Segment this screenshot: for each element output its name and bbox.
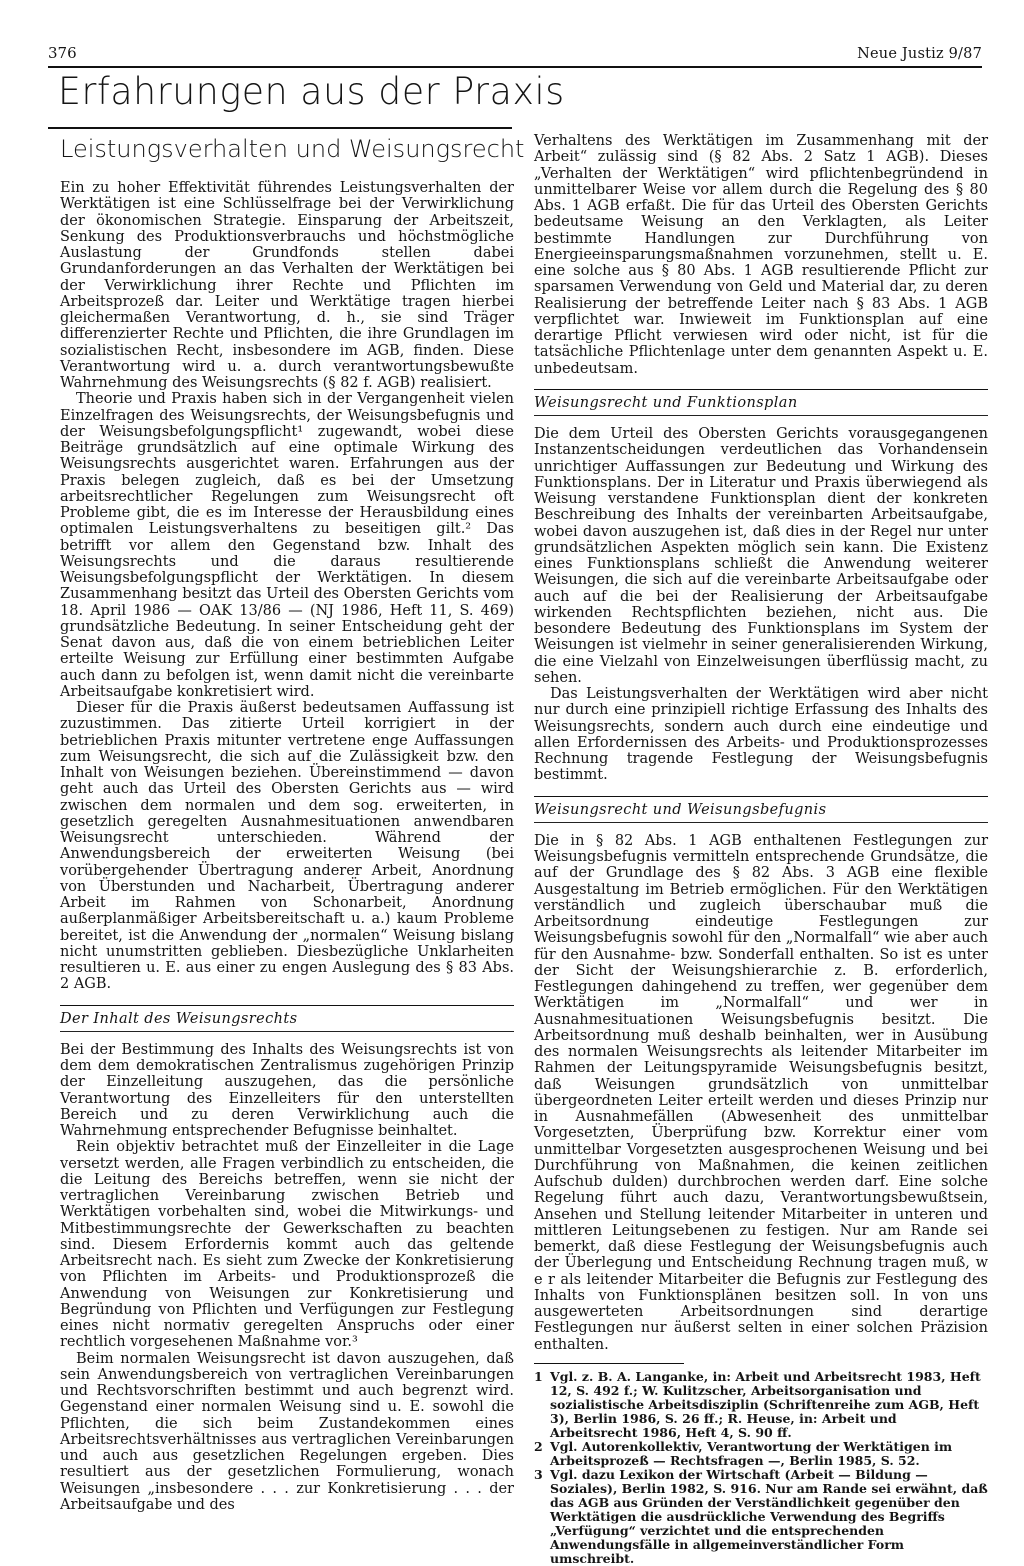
paragraph: Beim normalen Weisungsrecht ist davon auszugehen, daß sein Anwendungsbereich von vertraglichen Vereinbarungen und Rechtsvorschriften bestimmt und auch begrenzt wird. Gegenstand einer normalen Weisung sind u. E. sowohl die Pflichten, die sich beim Zustandekommen eines Arbeitsrechtsverhältnisses aus vertraglichen Vereinbarungen und auch aus gesetzlichen Regelungen ergeben. Dies resultiert aus der gesetzlichen Formulierung, wonach Weisungen „insbesondere . . . zur Konkretisierung . . . der Arbeitsaufgabe und des: [60, 1350, 514, 1513]
footnote-number: 1: [534, 1368, 543, 1384]
footnotes: [534, 1370, 988, 1566]
paragraph: Ein zu hoher Effektivität führendes Leistungsverhalten der Werktätigen ist eine Schlüsselfrage bei der Verwirklichung der ökonomischen Strategie. Einsparung der Arbeitszeit, Senkung des Produktionsverbrauchs und höchstmögliche Auslastung der Grundfonds stellen dabei Grundanforderungen an das Verhalten der Werktätigen bei der Verwirklichung ihrer Rechte und Pflichten im Arbeitsprozeß dar. Leiter und Werktätige tragen hierbei gleichermaßen Verantwortung, d. h., sie sind Träger differenzierter Rechte und Pflichten, die ihre Grundlagen im sozialistischen Recht, insbesondere im AGB, finden. Diese Verantwortung wird u. a. durch verantwortungsbewußte Wahrnehmung des Weisungsrechts (§ 82 f. AGB) realisiert.: [60, 180, 514, 391]
article-title: Leistungsverhalten und Weisungsrecht: [60, 135, 525, 163]
paragraph: Die dem Urteil des Obersten Gerichts vorausgegangenen Instanzentscheidungen verdeutlichen das Vorhandensein unrichtiger Auffassungen zur Bedeutung und Wirkung des Funktionsplans. Der in Literatur und Praxis überwiegend als Weisung verstandene Funktionsplan dient der konkreten Beschreibung des Inhalts der vereinbarten Arbeitsaufgabe, wobei davon auszugehen ist, daß dies in der Regel nur unter grundsätzlichen Aspekten möglich sein kann. Die Existenz eines Funktionsplans schließt die Anwendung weiterer Weisungen, die sich auf die vereinbarte Arbeitsaufgabe oder auch auf die bei der Realisierung der Arbeitsaufgabe wirkenden Rechtspflichten beziehen, nicht aus. Die besondere Bedeutung des Funktionsplans im System der Weisungen ist vielmehr in seiner generalisierenden Wirkung, die eine Vielzahl von Einzelweisungen überflüssig macht, zu sehen.: [534, 426, 988, 686]
subheading: Der Inhalt des Weisungsrechts: [60, 1005, 514, 1032]
subheading: Weisungsrecht und Weisungsbefugnis: [534, 796, 988, 823]
journal-title: Neue Justiz 9/87: [857, 46, 982, 62]
section-title: Erfahrungen aus der Praxis: [58, 70, 565, 113]
paragraph: Bei der Bestimmung des Inhalts des Weisungsrechts ist von dem dem demokratischen Zentralismus zugehörigen Prinzip der Einzelleitung auszugehen, das die persönliche Verantwortung des Einzelleiters für den unterstellten Bereich und zu deren Verwirklichung auch die Wahrnehmung entsprechender Befugnisse beinhaltet.: [60, 1041, 514, 1139]
header-rule: [48, 66, 982, 68]
left-column: [60, 180, 514, 1513]
paragraph: Die in § 82 Abs. 1 AGB enthaltenen Festlegungen zur Weisungsbefugnis vermitteln entsprechende Grundsätze, die auf der Grundlage des § 82 Abs. 3 AGB eine flexible Ausgestaltung im Betrieb ermöglichen. Für den Werktätigen verständlich und zugleich überschaubar muß die Arbeitsordnung eindeutige Festlegungen zur Weisungsbefugnis sowohl für den „Normalfall“ wie aber auch für den Ausnahme- bzw. Sonderfall enthalten. So ist es unter der Sicht der Weisungshierarchie z. B. erforderlich, Festlegungen dahingehend zu treffen, wer gegenüber dem Werktätigen im „Normalfall“ und wer in Ausnahmesituationen Weisungsbefugnis besitzt. Die Arbeitsordnung muß deshalb beinhalten, wer in Ausübung des normalen Weisungsrechts als leitender Mitarbeiter im Rahmen der Leitungspyramide Weisungsbefugnis besitzt, daß Weisungen grundsätzlich von unmittelbar übergeordneten Leiter erteilt werden und dieses Prinzip nur in Ausnahmefällen (Abwesenheit des unmittelbar Vorgesetzten, Überprüfung bzw. Korrektur einer vom unmittelbar Vorgesetzten ausgesprochenen Weisung und bei Durchführung von Maßnahmen, die keinen zeitlichen Aufschub dulden) durchbrochen werden darf. Eine solche Regelung führt auch dazu, Verantwortungsbewußtsein, Ansehen und Stellung leitender Mitarbeiter in unteren und mittleren Leitungsebenen zu festigen. Nur am Rande sei bemerkt, daß diese Festlegung der Weisungsbefugnis auch der Überlegung und Entscheidung Rechnung tragen muß, w e r als leitender Mitarbeiter die Befugnis zur Festlegung des Inhalts von Funktionsplänen besitzen soll. In von uns ausgewerteten Arbeitsordnungen sind derartige Festlegungen nur äußerst selten in einer solchen Präzision enthalten.: [534, 832, 988, 1353]
paragraph: Das Leistungsverhalten der Werktätigen wird aber nicht nur durch eine prinzipiell richtige Erfassung des Inhalts des Weisungsrechts, sondern auch durch eine eindeutige und allen Erfordernissen des Arbeits- und Produktionsprozesses Rechnung tragende Festlegung der Weisungsbefugnis bestimmt.: [534, 686, 988, 784]
footnote-number: 2: [534, 1438, 543, 1454]
footnote-text: Vgl. dazu Lexikon der Wirtschaft (Arbeit — Bildung — Soziales), Berlin 1982, S. 916. Nur am Rande sei erwähnt, daß das AGB aus Gründen der Verständlichkeit gegenüber den Werktätigen die ausdrückliche Verwendung des Begriffs „Verfügung“ verzichtet und die entsprechenden Anwendungsfälle in allgemeinverständlicher Form umschreibt.: [550, 1466, 988, 1566]
right-column: [534, 133, 988, 1566]
footnote: [534, 1468, 988, 1566]
page-number: 376: [48, 44, 77, 62]
paragraph: Theorie und Praxis haben sich in der Vergangenheit vielen Einzelfragen des Weisungsrechts, der Weisungsbefugnis und der Weisungsbefolgungspflicht¹ zugewandt, wobei diese Beiträge grundsätzlich auf eine optimale Wirkung des Weisungsrechts ausgerichtet waren. Erfahrungen aus der Praxis belegen zugleich, daß es bei der Umsetzung arbeitsrechtlicher Regelungen zum Weisungsrecht oft Probleme gibt, die es im Interesse der Herausbildung eines optimalen Leistungsverhaltens zu beseitigen gilt.² Das betrifft vor allem den Gegenstand bzw. Inhalt des Weisungsrechts und die daraus resultierende Weisungsbefolgungspflicht der Werktätigen. In diesem Zusammenhang besitzt das Urteil des Obersten Gerichts vom 18. April 1986 — OAK 13/86 — (NJ 1986, Heft 11, S. 469) grundsätzliche Bedeutung. In seiner Entscheidung geht der Senat davon aus, daß die von einem betrieblichen Leiter erteilte Weisung zur Erfüllung einer bestimmten Aufgabe auch dann zu befolgen ist, wenn damit nicht die vereinbarte Arbeitsaufgabe konkretisiert wird.: [60, 391, 514, 700]
footnote-rule: [534, 1363, 684, 1364]
footnote: [534, 1440, 988, 1468]
footnote-text: Vgl. Autorenkollektiv, Verantwortung der Werktätigen im Arbeitsprozeß — Rechtsfragen —, Berlin 1985, S. 52.: [550, 1438, 953, 1468]
paragraph: Dieser für die Praxis äußerst bedeutsamen Auffassung ist zuzustimmen. Das zitierte Urteil korrigiert in der betrieblichen Praxis mitunter vertretene enge Auffassungen zum Weisungsrecht, die sich auf die Zulässigkeit bzw. den Inhalt von Weisungen beziehen. Übereinstimmend — davon geht auch das Urteil des Obersten Gerichts aus — wird zwischen dem normalen und dem sog. erweiterten, in gesetzlich geregelten Ausnahmesituationen anwendbaren Weisungsrecht unterschieden. Während der Anwendungsbereich der erweiterten Weisung (bei vorübergehender Übertragung anderer Arbeit, Anordnung von Überstunden und Nacharbeit, Übertragung anderer Arbeit im Rahmen von Schonarbeit, Anordnung außerplanmäßiger Arbeitsbereitschaft u. a.) kaum Probleme bereitet, ist die Anwendung der „normalen“ Weisung bislang nicht unumstritten geblieben. Diesbezügliche Unklarheiten resultieren u. E. aus einer zu engen Auslegung des § 83 Abs. 2 AGB.: [60, 700, 514, 993]
title-rule: [48, 127, 512, 129]
footnote-text: Vgl. z. B. A. Langanke, in: Arbeit und Arbeitsrecht 1983, Heft 12, S. 492 f.; W. Kulitzscher, Arbeitsorganisation und sozialistische Arbeitsdisziplin (Schriftenreihe zum AGB, Heft 3), Berlin 1986, S. 26 ff.; R. Heuse, in: Arbeit und Arbeitsrecht 1986, Heft 4, S. 90 ff.: [550, 1368, 981, 1440]
paragraph: Rein objektiv betrachtet muß der Einzelleiter in die Lage versetzt werden, alle Fragen verbindlich zu entscheiden, die die Leitung des Bereichs betreffen, wenn sie nicht der vertraglichen Vereinbarung zwischen Betrieb und Werktätigen vorbehalten sind, wobei die Mitwirkungs- und Mitbestimmungsrechte der Gewerkschaften zu beachten sind. Diesem Erfordernis kommt auch das geltende Arbeitsrecht nach. Es sieht zum Zwecke der Konkretisierung von Pflichten im Arbeits- und Produktionsprozeß die Anwendung von Weisungen zur Konkretisierung und Begründung von Pflichten und Verfügungen zur Festlegung eines nicht normativ geregelten Anspruchs oder einer rechtlich vorgesehenen Maßnahme vor.³: [60, 1139, 514, 1351]
paragraph: Verhaltens des Werktätigen im Zusammenhang mit der Arbeit“ zulässig sind (§ 82 Abs. 2 Satz 1 AGB). Dieses „Verhalten der Werktätigen“ wird pflichtenbegründend in unmittelbarer Weise vor allem durch die Regelung des § 80 Abs. 1 AGB erfaßt. Die für das Urteil des Obersten Gerichts bedeutsame Weisung an den Verklagten, als Leiter bestimmte Handlungen zur Durchführung von Energieeinsparungsmaßnahmen vorzunehmen, stellt u. E. eine solche aus § 80 Abs. 1 AGB resultierende Pflicht zur sparsamen Verwendung von Geld und Material dar, zu deren Realisierung der betreffende Leiter nach § 83 Abs. 1 AGB verpflichtet war. Inwieweit im Funktionsplan auf eine derartige Pflicht verwiesen wird oder nicht, ist für die tatsächliche Pflichtenlage unter dem genannten Aspekt u. E. unbedeutsam.: [534, 133, 988, 377]
subheading: Weisungsrecht und Funktionsplan: [534, 389, 988, 416]
footnote: [534, 1370, 988, 1440]
footnote-number: 3: [534, 1466, 543, 1482]
